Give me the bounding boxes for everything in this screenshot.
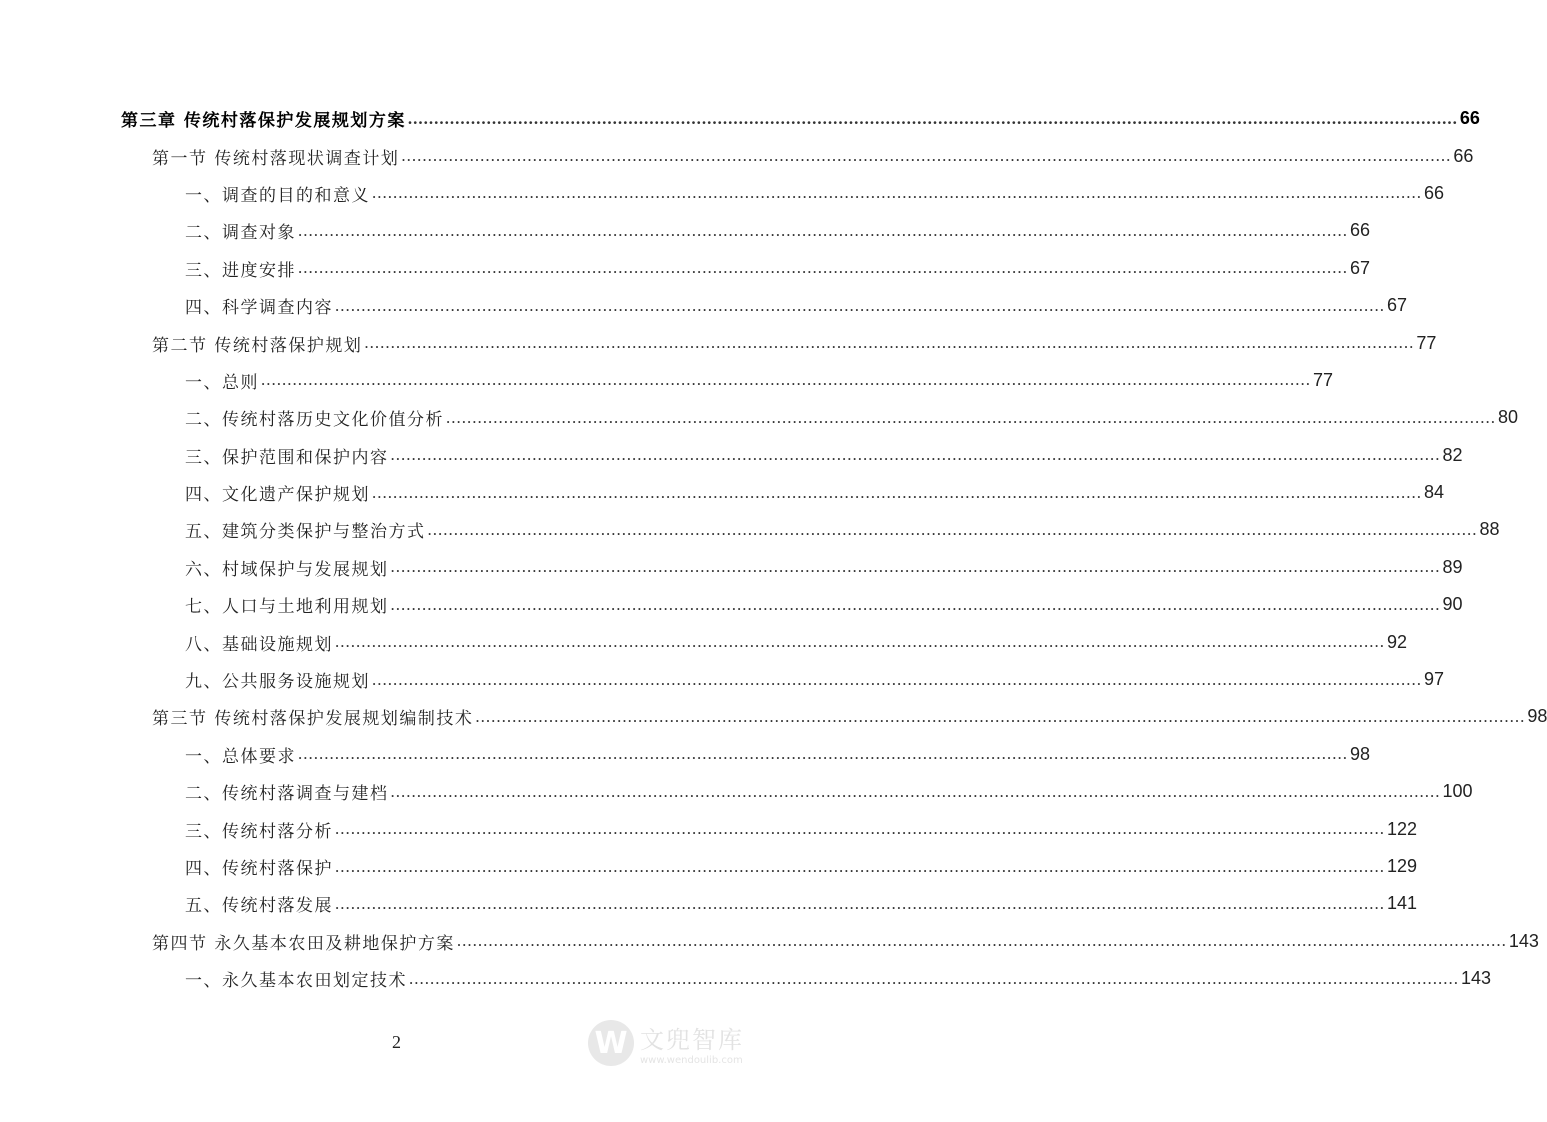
toc-entry-page: 97 [1424,669,1445,690]
toc-leader-dots: ........................................................................................................................................................................................................ [390,445,1441,465]
toc-entry-title: 一、总则 [185,372,259,393]
toc-leader-dots: ........................................................................................................................................................................................................ [390,557,1441,577]
toc-entry[interactable] [185,250,1371,287]
table-of-contents [0,100,1547,997]
watermark-name: 文兜智库 [640,1026,744,1054]
toc-entry-title: 七、人口与土地利用规划 [185,597,389,618]
toc-entry-title: 四、文化遗产保护规划 [185,485,370,506]
toc-leader-dots: ........................................................................................................................................................................................................ [446,407,1496,427]
toc-leader-dots: ........................................................................................................................................................................................................ [409,968,1459,988]
toc-leader-dots: ........................................................................................................................................................................................................ [335,856,1385,876]
toc-entry[interactable] [185,773,1473,810]
toc-leader-dots: ........................................................................................................................................................................................................ [390,594,1441,614]
toc-entry-title: 第一节 传统村落现状调查计划 [152,148,400,169]
toc-entry-page: 100 [1442,781,1473,802]
toc-entry-page: 77 [1313,369,1334,390]
toc-leader-dots: ........................................................................................................................................................................................................ [407,108,1458,128]
toc-entry-title: 第四节 永久基本农田及耕地保护方案 [152,933,455,954]
toc-entry-page: 89 [1442,556,1463,577]
toc-leader-dots: ........................................................................................................................................................................................................ [335,819,1385,839]
toc-entry[interactable] [185,848,1418,885]
toc-leader-dots: ........................................................................................................................................................................................................ [390,781,1441,801]
toc-entry-title: 三、进度安排 [185,260,296,281]
toc-leader-dots: ........................................................................................................................................................................................................ [298,220,1348,240]
toc-entry-page: 88 [1479,519,1500,540]
toc-entry-page: 66 [1453,145,1474,166]
toc-entry-page: 80 [1498,407,1519,428]
toc-entry-title: 第二节 传统村落保护规划 [152,335,363,356]
toc-entry-title: 二、传统村落调查与建档 [185,784,389,805]
toc-entry-title: 第三节 传统村落保护发展规划编制技术 [152,709,474,730]
toc-entry[interactable] [185,212,1371,249]
toc-leader-dots: ........................................................................................................................................................................................................ [456,931,1507,951]
toc-entry-page: 67 [1350,257,1371,278]
page-number: 2 [392,1032,401,1052]
toc-entry[interactable] [185,511,1500,548]
toc-entry-page: 92 [1387,631,1408,652]
toc-entry-title: 二、调查对象 [185,223,296,244]
toc-entry[interactable] [185,736,1371,773]
toc-entry-title: 四、科学调查内容 [185,298,333,319]
toc-leader-dots: ........................................................................................................................................................................................................ [335,295,1385,315]
toc-entry-title: 一、调查的目的和意义 [185,185,370,206]
toc-entry[interactable] [185,885,1418,922]
toc-entry[interactable] [185,399,1519,436]
watermark-url: www.wendoulib.com [640,1055,743,1066]
toc-leader-dots: ........................................................................................................................................................................................................ [335,893,1385,913]
toc-entry-page: 90 [1442,594,1463,615]
toc-entry[interactable] [121,100,1480,137]
toc-entry-page: 66 [1459,108,1480,129]
toc-entry-title: 一、永久基本农田划定技术 [185,971,407,992]
toc-entry[interactable] [185,960,1492,997]
toc-leader-dots: ........................................................................................................................................................................................................ [372,669,1422,689]
toc-entry-page: 98 [1527,706,1547,727]
toc-entry[interactable] [185,623,1408,660]
toc-entry[interactable] [185,437,1463,474]
toc-entry[interactable] [185,661,1445,698]
toc-entry[interactable] [185,287,1408,324]
watermark-logo-icon: W [588,1020,634,1066]
toc-entry[interactable] [152,324,1437,361]
toc-entry-page: 82 [1442,444,1463,465]
toc-leader-dots: ........................................................................................................................................................................................................ [335,632,1385,652]
toc-leader-dots: ........................................................................................................................................................................................................ [298,258,1348,278]
toc-entry-title: 八、基础设施规划 [185,634,333,655]
toc-leader-dots: ........................................................................................................................................................................................................ [372,183,1422,203]
toc-leader-dots: ........................................................................................................................................................................................................ [364,333,1415,353]
toc-entry-page: 67 [1387,295,1408,316]
toc-entry-page: 129 [1387,856,1418,876]
toc-entry[interactable] [185,175,1445,212]
toc-entry-page: 66 [1424,182,1445,203]
toc-entry-title: 三、传统村落分析 [185,821,333,842]
toc-entry-title: 第三章 传统村落保护发展规划方案 [121,111,406,132]
toc-entry[interactable] [152,923,1539,960]
toc-entry-page: 122 [1387,818,1418,839]
toc-leader-dots: ........................................................................................................................................................................................................ [261,370,1311,390]
toc-entry-title: 五、建筑分类保护与整治方式 [185,522,426,543]
toc-entry-title: 九、公共服务设施规划 [185,672,370,693]
toc-leader-dots: ........................................................................................................................................................................................................ [401,146,1452,166]
toc-entry-page: 143 [1508,930,1539,951]
watermark [588,1020,744,1066]
toc-leader-dots: ........................................................................................................................................................................................................ [427,519,1478,539]
toc-entry[interactable] [185,810,1418,847]
toc-entry[interactable] [185,474,1445,511]
toc-entry-page: 66 [1350,220,1371,241]
toc-entry-page: 143 [1461,968,1492,989]
toc-entry[interactable] [185,586,1463,623]
toc-leader-dots: ........................................................................................................................................................................................................ [475,706,1526,726]
toc-entry-page: 98 [1350,743,1371,764]
toc-entry-page: 77 [1416,332,1437,353]
toc-entry-title: 一、总体要求 [185,746,296,767]
toc-entry[interactable] [185,362,1334,399]
toc-entry[interactable] [152,698,1547,735]
toc-entry-title: 四、传统村落保护 [185,859,333,879]
toc-entry-page: 84 [1424,482,1445,503]
toc-entry-title: 三、保护范围和保护内容 [185,447,389,468]
toc-entry-title: 二、传统村落历史文化价值分析 [185,410,444,431]
toc-entry[interactable] [152,137,1474,174]
toc-leader-dots: ........................................................................................................................................................................................................ [298,744,1348,764]
toc-entry[interactable] [185,549,1463,586]
toc-entry-title: 五、传统村落发展 [185,896,333,917]
toc-entry-title: 六、村域保护与发展规划 [185,559,389,580]
toc-entry-page: 141 [1387,893,1418,914]
toc-leader-dots: ........................................................................................................................................................................................................ [372,482,1422,502]
